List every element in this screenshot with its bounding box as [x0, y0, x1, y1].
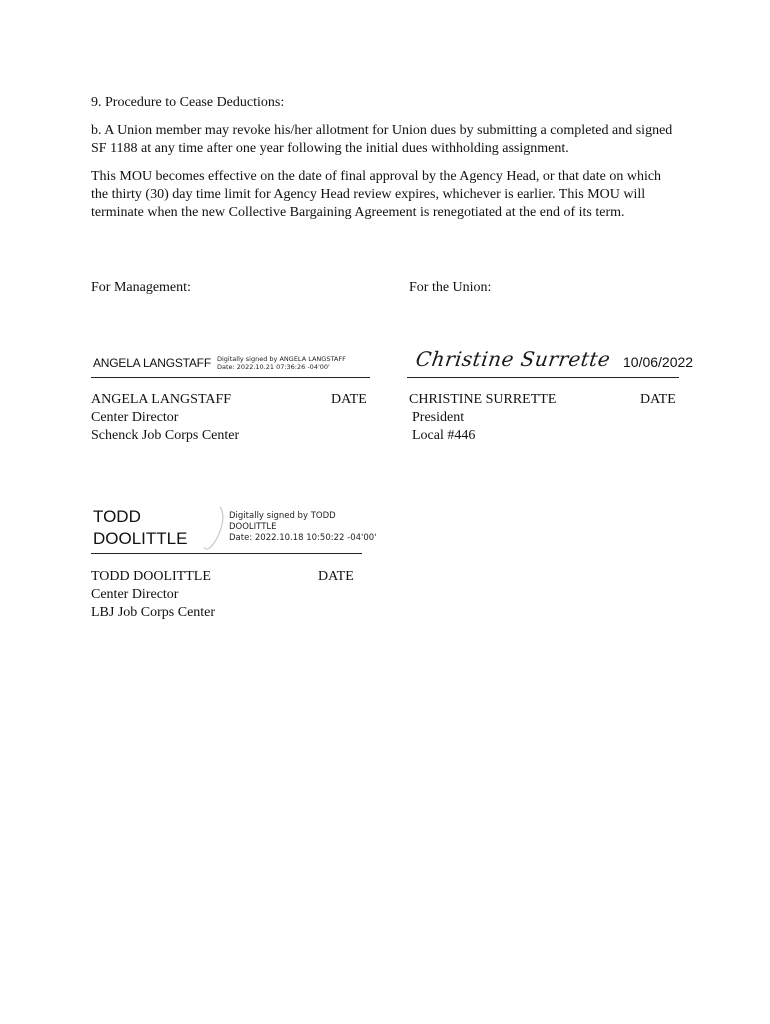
signer-title: Center Director	[91, 410, 179, 425]
signature-line	[91, 377, 370, 378]
digital-signature-line: DOOLITTLE	[229, 522, 277, 532]
digital-signature-line: Digitally signed by TODD	[229, 511, 336, 521]
digital-signature-date: Date: 2022.10.18 10:50:22 -04'00'	[229, 533, 377, 543]
signed-date: 10/06/2022	[623, 354, 694, 370]
handwritten-signature: Christine Surrette	[414, 347, 613, 371]
date-label: DATE	[331, 392, 367, 407]
signer-organization: Local #446	[412, 428, 476, 443]
management-label: For Management:	[91, 280, 191, 295]
signature-line	[407, 377, 679, 378]
paragraph-mou: This MOU becomes effective on the date of final approval by the Agency Head, or that date on which the thirty (30) day time limit for Agency Head review expires, whichever is earlier. This MOU will terminate when the new Collective Bargaining Agreement is renegotiated at the end of its term.	[91, 169, 662, 220]
signer-name: CHRISTINE SURRETTE	[409, 392, 557, 407]
signer-name: TODD DOOLITTLE	[91, 569, 211, 584]
signer-name: ANGELA LANGSTAFF	[91, 392, 232, 407]
union-label: For the Union:	[409, 280, 492, 295]
signer-organization: LBJ Job Corps Center	[91, 605, 216, 620]
signature-line	[91, 553, 362, 554]
digital-signature-name: ANGELA LANGSTAFF	[93, 356, 211, 370]
digital-signature-name	[93, 506, 187, 550]
section-heading: 9. Procedure to Cease Deductions:	[91, 95, 285, 110]
digital-signature-details	[229, 511, 377, 544]
signer-title: President	[412, 410, 465, 425]
digital-signature-name-line: TODD	[93, 507, 141, 526]
signer-organization: Schenck Job Corps Center	[91, 428, 240, 443]
digital-signature-name-line: DOOLITTLE	[93, 529, 188, 548]
date-label: DATE	[318, 569, 354, 584]
digital-signature-date: Date: 2022.10.21 07:36:26 -04'00'	[217, 363, 330, 371]
signature-flourish-icon	[200, 505, 228, 553]
date-label: DATE	[640, 392, 676, 407]
digital-signature-details	[217, 355, 346, 371]
signer-title: Center Director	[91, 587, 179, 602]
digital-signature-line: Digitally signed by ANGELA LANGSTAFF	[217, 355, 346, 363]
paragraph-b: b. A Union member may revoke his/her allotment for Union dues by submitting a completed and signed SF 1188 at any time after one year following the initial dues withholding assignment.	[91, 123, 673, 156]
